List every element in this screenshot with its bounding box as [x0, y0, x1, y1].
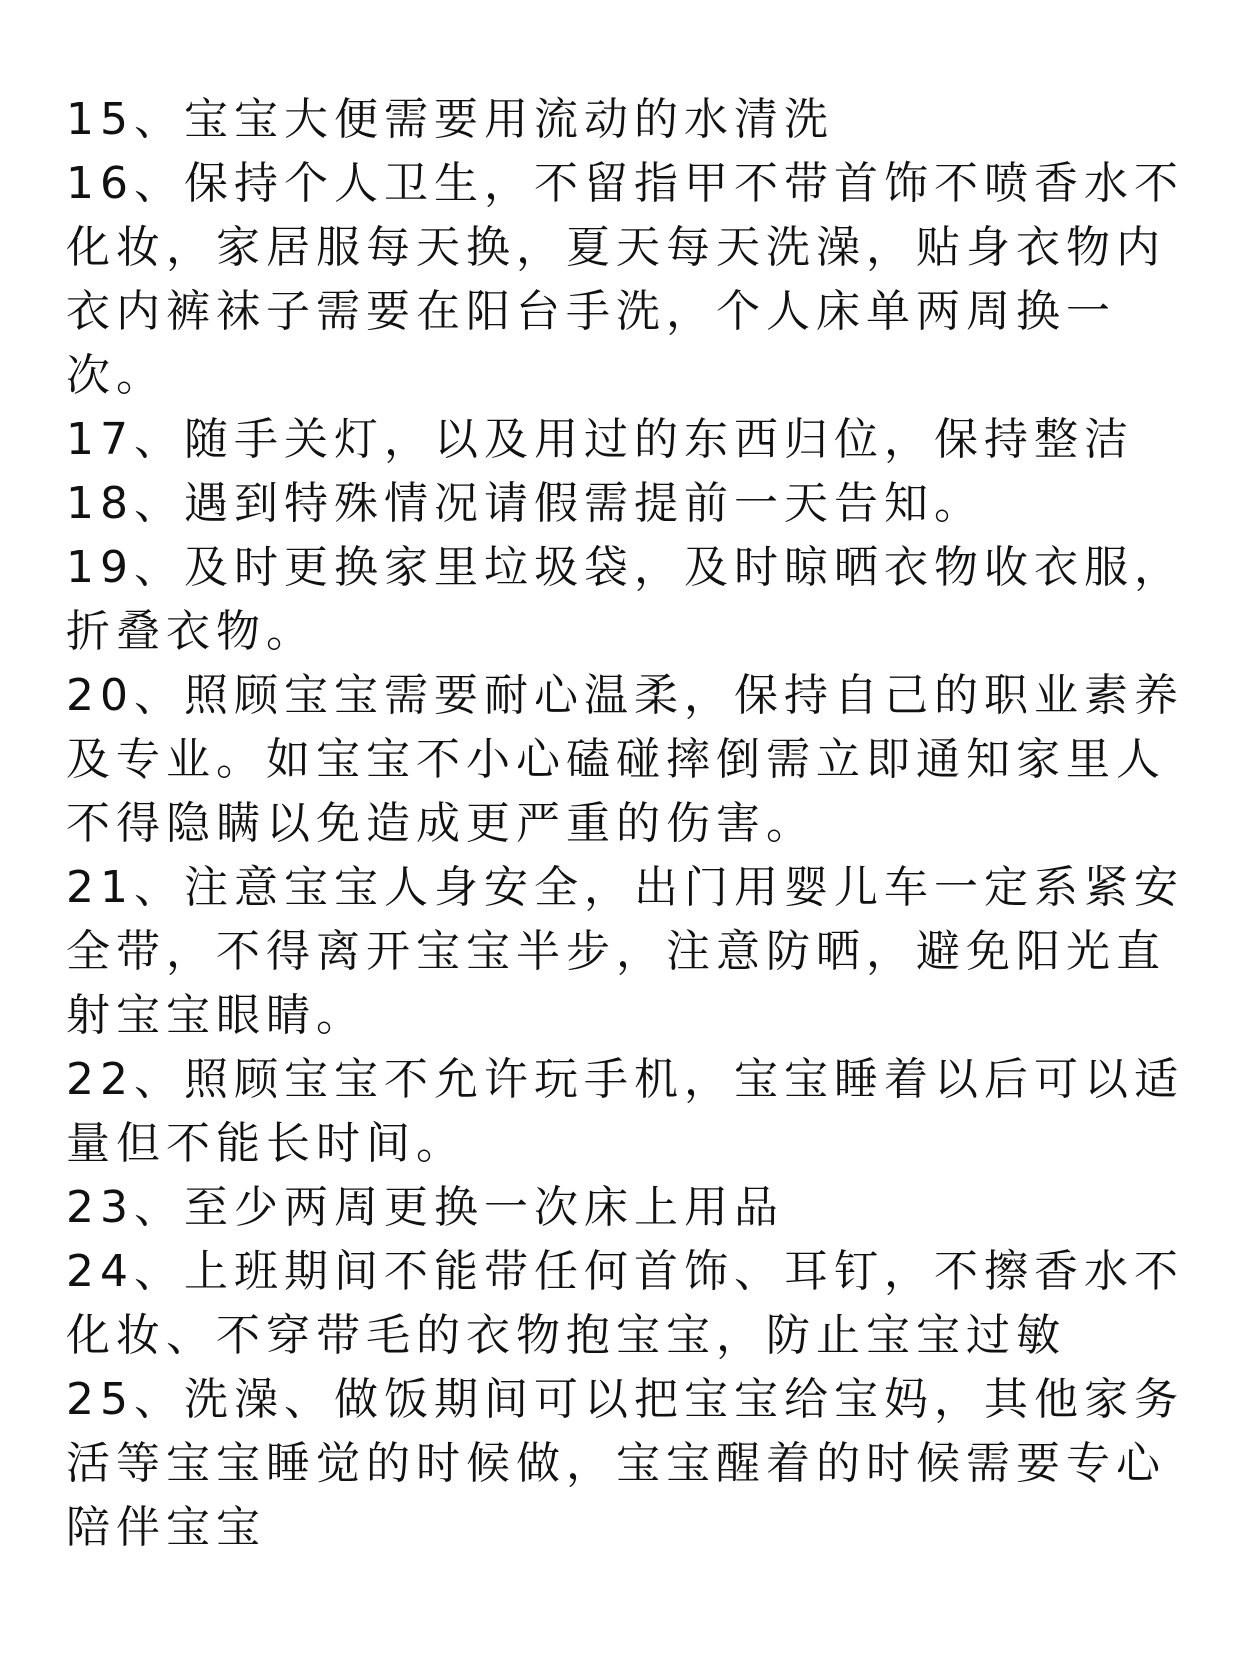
- rule-21-line-1: 21、注意宝宝人身安全，出门用婴儿车一定系紧安: [66, 862, 1184, 913]
- rule-17-line-1: 17、随手关灯，以及用过的东西归位，保持整洁: [66, 414, 1134, 465]
- rule-22-line-1: 22、照顾宝宝不允许玩手机，宝宝睡着以后可以适: [66, 1054, 1184, 1105]
- rule-18-line-1: 18、遇到特殊情况请假需提前一天告知。: [66, 478, 984, 529]
- rule-22-line-2: 量但不能长时间。: [66, 1118, 466, 1169]
- rule-20-line-1: 20、照顾宝宝需要耐心温柔，保持自己的职业素养: [66, 670, 1184, 721]
- rule-16-line-3: 衣内裤袜子需要在阳台手洗，个人床单两周换一: [66, 286, 1116, 337]
- rule-15-line-1: 15、宝宝大便需要用流动的水清洗: [66, 94, 834, 145]
- rule-16-line-2: 化妆，家居服每天换，夏天每天洗澡，贴身衣物内: [66, 222, 1166, 273]
- rule-16-line-4: 次。: [66, 350, 166, 401]
- rules-document: [66, 88, 1182, 1560]
- rule-24-line-2: 化妆、不穿带毛的衣物抱宝宝，防止宝宝过敏: [66, 1310, 1066, 1361]
- rule-21-line-2: 全带，不得离开宝宝半步，注意防晒，避免阳光直: [66, 926, 1166, 977]
- rule-25-line-1: 25、洗澡、做饭期间可以把宝宝给宝妈，其他家务: [66, 1374, 1184, 1425]
- rule-16-line-1: 16、保持个人卫生，不留指甲不带首饰不喷香水不: [66, 158, 1184, 209]
- rule-19-line-2: 折叠衣物。: [66, 606, 316, 657]
- rule-25-line-3: 陪伴宝宝: [66, 1502, 266, 1553]
- rule-20-line-2: 及专业。如宝宝不小心磕碰摔倒需立即通知家里人: [66, 734, 1166, 785]
- rule-24-line-1: 24、上班期间不能带任何首饰、耳钉，不擦香水不: [66, 1246, 1184, 1297]
- rule-20-line-3: 不得隐瞒以免造成更严重的伤害。: [66, 798, 816, 849]
- rule-25-line-2: 活等宝宝睡觉的时候做，宝宝醒着的时候需要专心: [66, 1438, 1166, 1489]
- rule-19-line-1: 19、及时更换家里垃圾袋，及时晾晒衣物收衣服，: [66, 542, 1184, 593]
- rule-21-line-3: 射宝宝眼睛。: [66, 990, 366, 1041]
- rule-23-line-1: 23、至少两周更换一次床上用品: [66, 1182, 784, 1233]
